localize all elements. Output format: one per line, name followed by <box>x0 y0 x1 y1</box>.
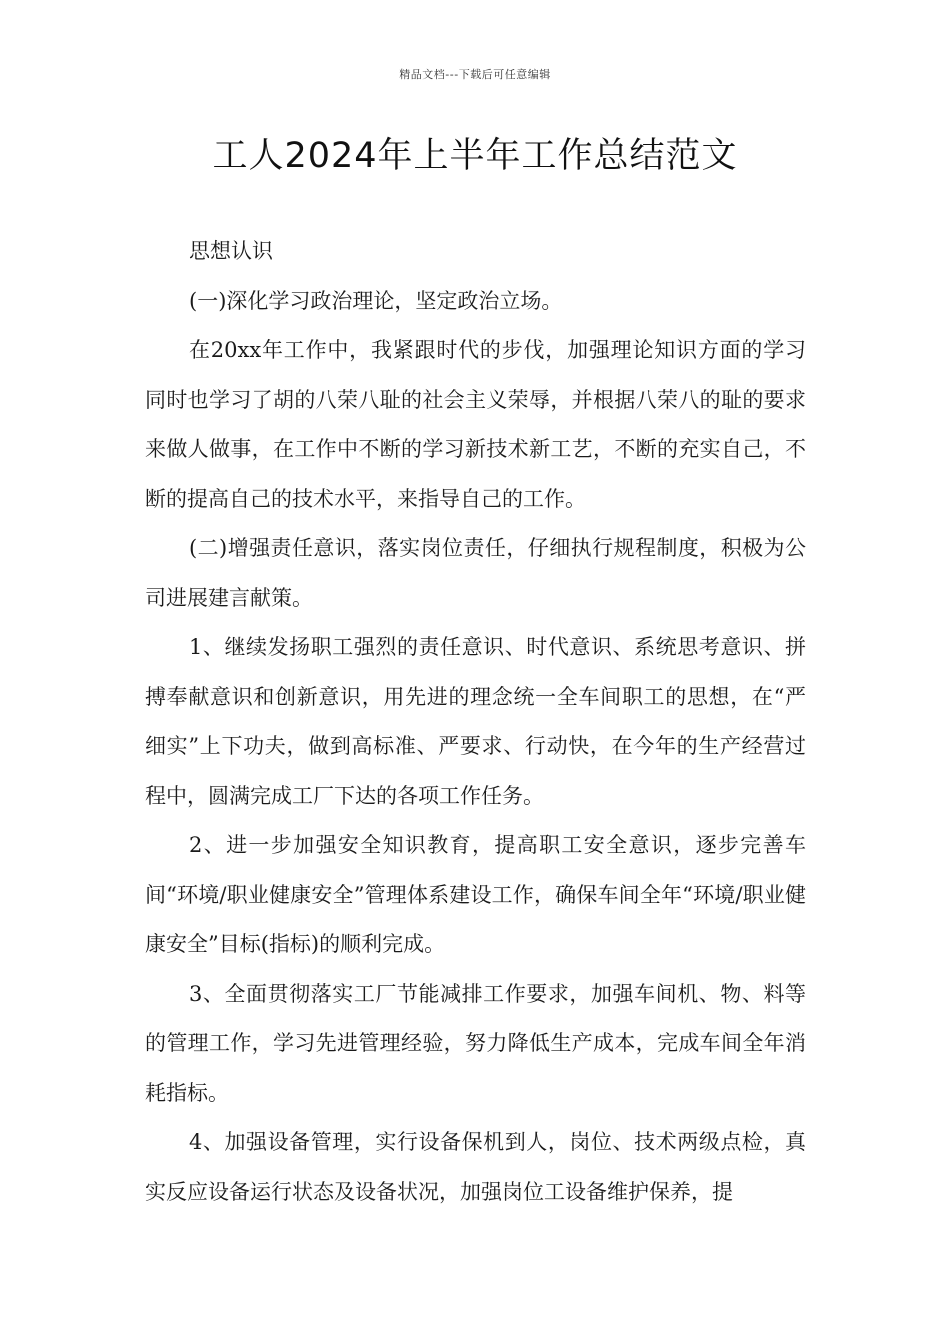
paragraph: 思想认识 <box>189 239 273 263</box>
paragraph: 1、继续发扬职工强烈的责任意识、时代意识、系统思考意识、拼搏奉献意识和创新意识，用先进的理念统一全车间职工的思想，在“严细实”上下功夫，做到高标准、严要求、行动快，在今年的生产经营过程中，圆满完成工厂下达的各项工作任务。 <box>145 635 806 808</box>
paragraph: (一)深化学习政治理论，坚定政治立场。 <box>189 288 563 313</box>
paragraph: 3、全面贯彻落实工厂节能减排工作要求，加强车间机、物、料等的管理工作，学习先进管理经验，努力降低生产成本，完成车间全年消耗指标。 <box>145 981 806 1105</box>
paragraph: (二)增强责任意识，落实岗位责任，仔细执行规程制度，积极为公司进展建言献策。 <box>145 536 806 610</box>
paragraph: 4、加强设备管理，实行设备保机到人，岗位、技术两级点检，真实反应设备运行状态及设备状况，加强岗位工设备维护保养，提 <box>145 1130 806 1204</box>
paragraph: 2、进一步加强安全知识教育，提高职工安全意识，逐步完善车间“环境/职业健康安全”管理体系建设工作，确保车间全年“环境/职业健康安全”目标(指标)的顺利完成。 <box>145 833 806 956</box>
paragraph: 在20xx年工作中，我紧跟时代的步伐，加强理论知识方面的学习同时也学习了胡的八荣八耻的社会主义荣辱，并根据八荣八的耻的要求来做人做事，在工作中不断的学习新技术新工艺，不断的充实自己，不断的提高自己的技术水平，来指导自己的工作。 <box>145 338 806 511</box>
document-title: 工人2024年上半年工作总结范文 <box>212 136 738 176</box>
header-note: 精品文档---下载后可任意编辑 <box>399 68 551 81</box>
document-body <box>145 227 806 1217</box>
